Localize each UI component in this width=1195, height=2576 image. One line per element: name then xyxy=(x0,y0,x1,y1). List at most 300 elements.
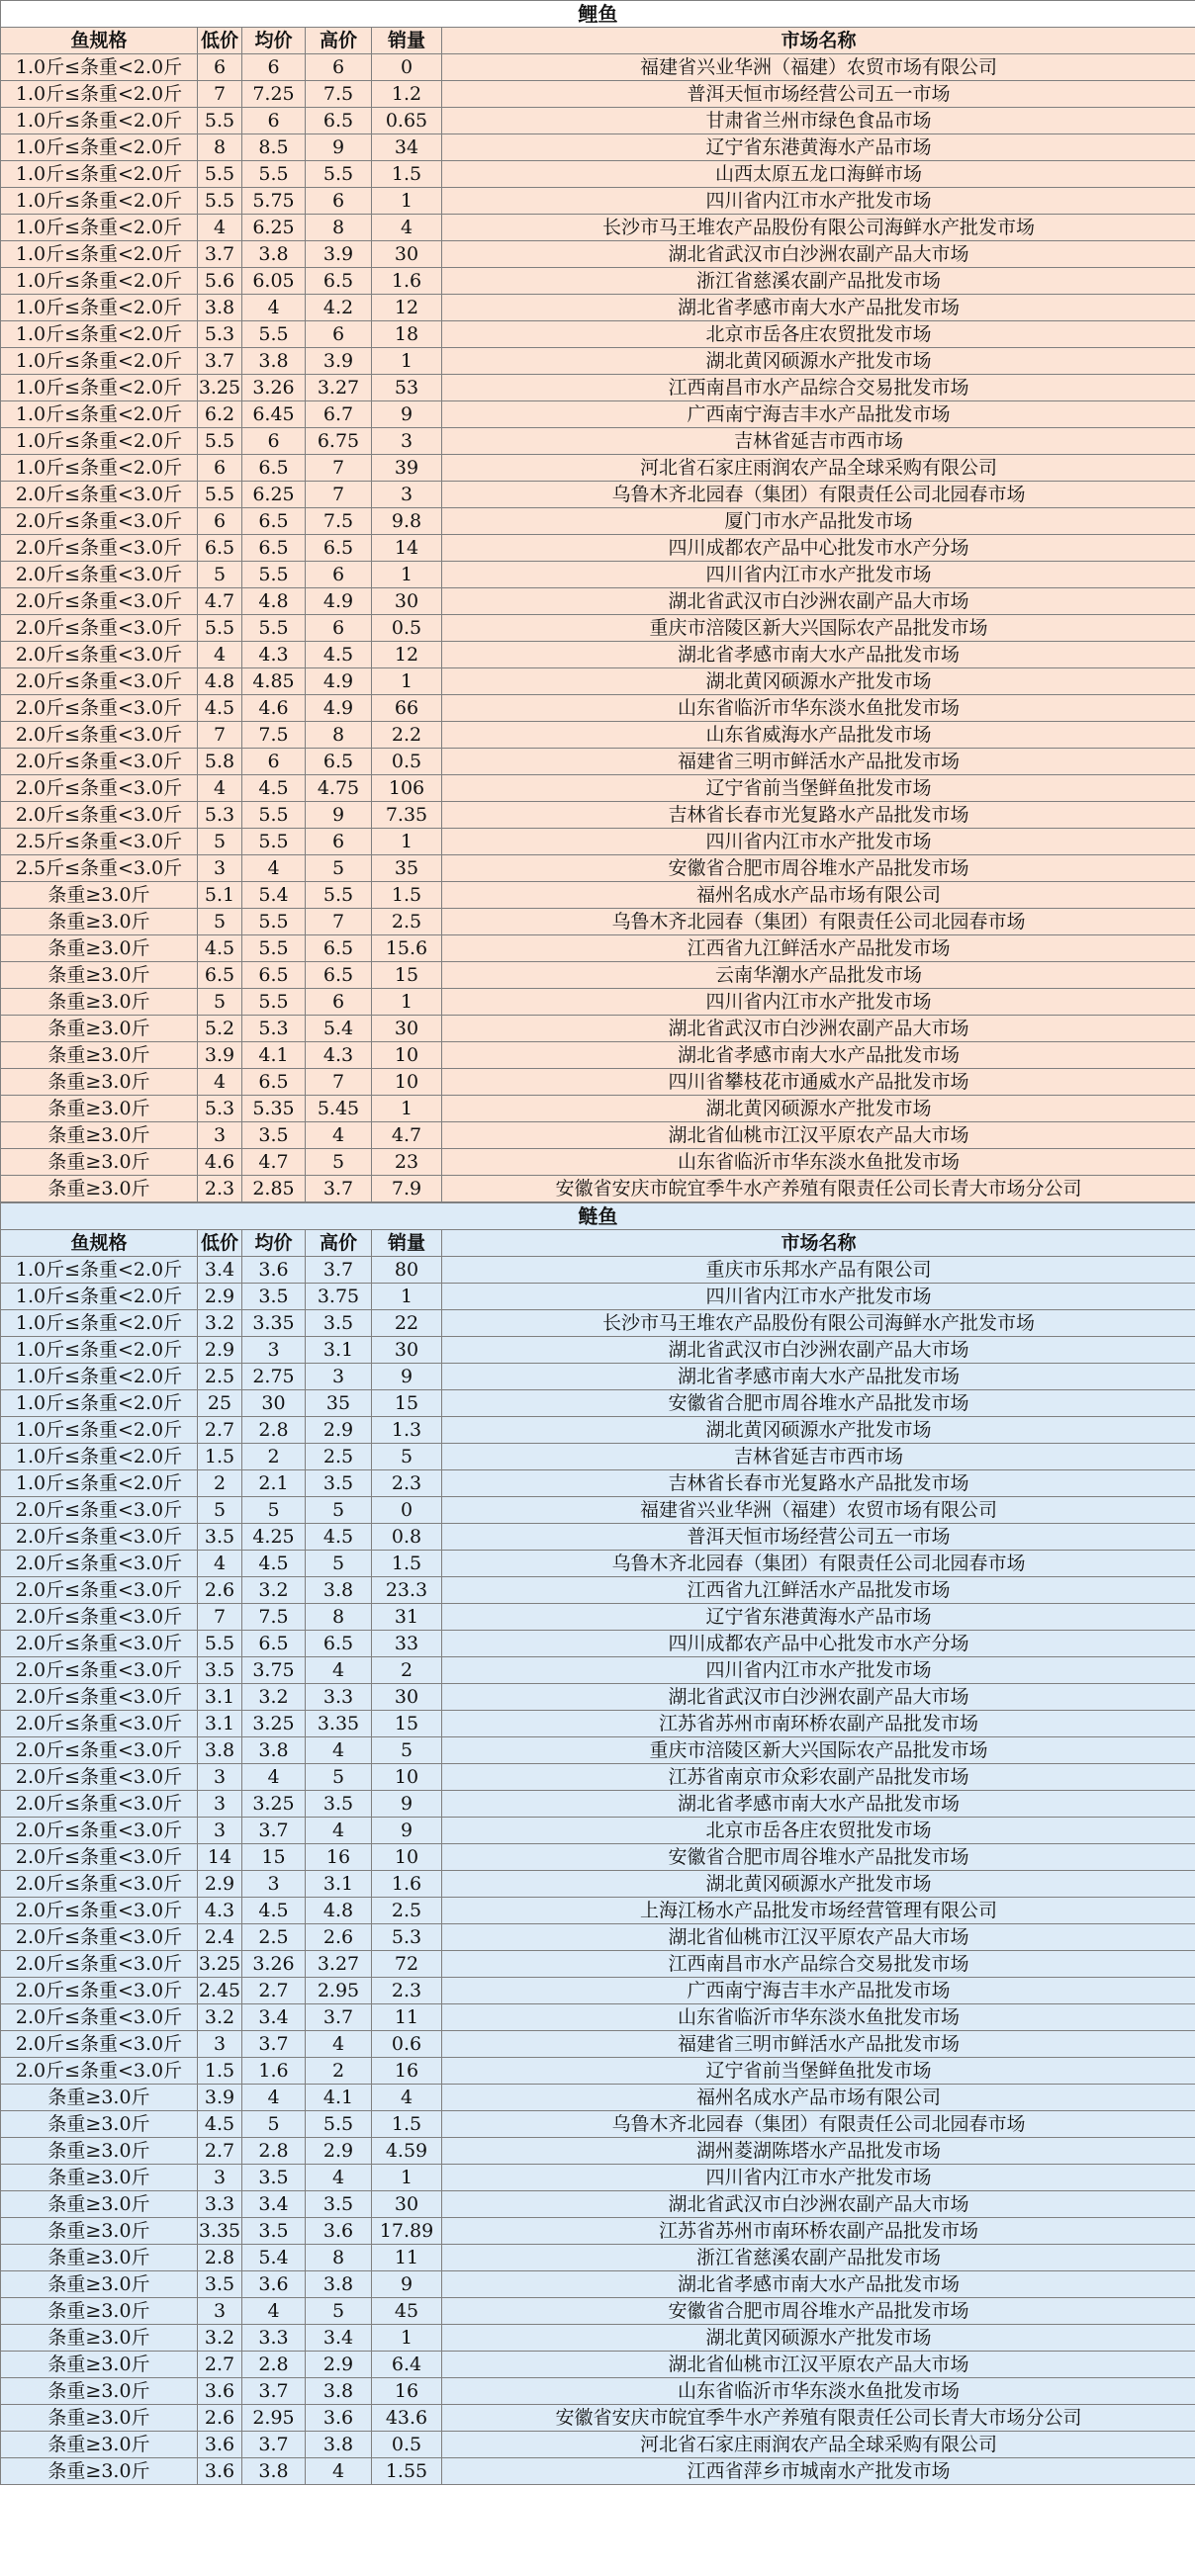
volume-cell: 2.5 xyxy=(372,909,442,935)
spec-cell: 1.0斤≤条重<2.0斤 xyxy=(1,321,198,348)
spec-cell: 2.0斤≤条重<3.0斤 xyxy=(1,1978,198,2004)
avg-price-cell: 15 xyxy=(242,1844,306,1871)
table-row xyxy=(1,2031,1195,2058)
spec-cell: 1.0斤≤条重<2.0斤 xyxy=(1,268,198,295)
market-name-cell: 湖北黄冈硕源水产批发市场 xyxy=(442,668,1195,695)
volume-cell: 14 xyxy=(372,535,442,562)
spec-cell: 1.0斤≤条重<2.0斤 xyxy=(1,428,198,455)
spec-cell: 2.0斤≤条重<3.0斤 xyxy=(1,1898,198,1924)
table-row xyxy=(1,1711,1195,1737)
high-price-cell: 4.3 xyxy=(306,1042,372,1069)
low-price-cell: 5.8 xyxy=(198,749,242,775)
low-price-cell: 5.5 xyxy=(198,482,242,508)
low-price-cell: 2.7 xyxy=(198,2352,242,2378)
table-row xyxy=(1,1284,1195,1310)
market-name-cell: 江西南昌市水产品综合交易批发市场 xyxy=(442,375,1195,401)
volume-cell: 1 xyxy=(372,1096,442,1122)
volume-cell: 1 xyxy=(372,829,442,855)
spec-cell: 1.0斤≤条重<2.0斤 xyxy=(1,54,198,81)
high-price-cell: 3.9 xyxy=(306,241,372,268)
market-name-cell: 江西南昌市水产品综合交易批发市场 xyxy=(442,1951,1195,1978)
avg-price-cell: 3.8 xyxy=(242,241,306,268)
table-row xyxy=(1,2138,1195,2165)
high-price-cell: 7 xyxy=(306,909,372,935)
spec-cell: 2.0斤≤条重<3.0斤 xyxy=(1,482,198,508)
avg-price-cell: 6.5 xyxy=(242,535,306,562)
volume-cell: 15 xyxy=(372,1390,442,1417)
spec-cell: 条重≥3.0斤 xyxy=(1,2138,198,2165)
market-name-cell: 河北省石家庄雨润农产品全球采购有限公司 xyxy=(442,455,1195,482)
market-name-cell: 重庆市乐邦水产品有限公司 xyxy=(442,1257,1195,1284)
low-price-cell: 6.5 xyxy=(198,535,242,562)
high-price-cell: 3.1 xyxy=(306,1337,372,1364)
low-price-cell: 3.1 xyxy=(198,1711,242,1737)
spec-cell: 2.0斤≤条重<3.0斤 xyxy=(1,562,198,588)
volume-cell: 15 xyxy=(372,962,442,989)
spec-cell: 条重≥3.0斤 xyxy=(1,909,198,935)
spec-cell: 2.0斤≤条重<3.0斤 xyxy=(1,1711,198,1737)
avg-price-cell: 5.5 xyxy=(242,829,306,855)
avg-price-cell: 2.85 xyxy=(242,1176,306,1202)
spec-cell: 条重≥3.0斤 xyxy=(1,2378,198,2405)
volume-cell: 34 xyxy=(372,134,442,161)
volume-cell: 72 xyxy=(372,1951,442,1978)
high-price-cell: 3.27 xyxy=(306,375,372,401)
volume-cell: 0.6 xyxy=(372,2031,442,2058)
high-price-cell: 2.6 xyxy=(306,1924,372,1951)
market-name-cell: 江西省九江鲜活水产品批发市场 xyxy=(442,1577,1195,1604)
volume-cell: 5 xyxy=(372,1737,442,1764)
table-row xyxy=(1,2191,1195,2218)
high-price-cell: 5.5 xyxy=(306,882,372,909)
volume-cell: 0 xyxy=(372,1497,442,1524)
volume-cell: 11 xyxy=(372,2004,442,2031)
high-price-cell: 3.1 xyxy=(306,1871,372,1898)
low-price-cell: 3.2 xyxy=(198,1310,242,1337)
market-name-cell: 湖北省武汉市白沙洲农副产品大市场 xyxy=(442,2191,1195,2218)
high-price-cell: 5 xyxy=(306,2298,372,2325)
high-price-cell: 6.7 xyxy=(306,401,372,428)
market-name-cell: 普洱天恒市场经营公司五一市场 xyxy=(442,81,1195,108)
volume-cell: 1 xyxy=(372,668,442,695)
column-header-volume: 销量 xyxy=(372,28,442,54)
high-price-cell: 3.7 xyxy=(306,1176,372,1202)
avg-price-cell: 3.8 xyxy=(242,2458,306,2485)
spec-cell: 2.0斤≤条重<3.0斤 xyxy=(1,535,198,562)
table-row xyxy=(1,2432,1195,2458)
volume-cell: 45 xyxy=(372,2298,442,2325)
volume-cell: 3 xyxy=(372,428,442,455)
spec-cell: 1.0斤≤条重<2.0斤 xyxy=(1,455,198,482)
spec-cell: 2.0斤≤条重<3.0斤 xyxy=(1,1524,198,1551)
low-price-cell: 3 xyxy=(198,2298,242,2325)
high-price-cell: 4.75 xyxy=(306,775,372,802)
table-row xyxy=(1,855,1195,882)
spec-cell: 2.0斤≤条重<3.0斤 xyxy=(1,1737,198,1764)
low-price-cell: 4.6 xyxy=(198,1149,242,1176)
low-price-cell: 2.7 xyxy=(198,2138,242,2165)
column-header-low: 低价 xyxy=(198,28,242,54)
low-price-cell: 5.5 xyxy=(198,108,242,134)
avg-price-cell: 4.3 xyxy=(242,642,306,668)
avg-price-cell: 2.8 xyxy=(242,2138,306,2165)
market-name-cell: 福建省兴业华洲（福建）农贸市场有限公司 xyxy=(442,1497,1195,1524)
market-name-cell: 辽宁省东港黄海水产品市场 xyxy=(442,1604,1195,1631)
avg-price-cell: 5.5 xyxy=(242,562,306,588)
table-row xyxy=(1,2352,1195,2378)
high-price-cell: 6.5 xyxy=(306,1631,372,1657)
low-price-cell: 6 xyxy=(198,508,242,535)
high-price-cell: 4.9 xyxy=(306,668,372,695)
high-price-cell: 2.9 xyxy=(306,1417,372,1444)
spec-cell: 1.0斤≤条重<2.0斤 xyxy=(1,348,198,375)
low-price-cell: 5.5 xyxy=(198,161,242,188)
table-row xyxy=(1,2058,1195,2085)
volume-cell: 1.5 xyxy=(372,161,442,188)
table-row xyxy=(1,1844,1195,1871)
high-price-cell: 4.9 xyxy=(306,588,372,615)
volume-cell: 1 xyxy=(372,348,442,375)
avg-price-cell: 3.8 xyxy=(242,348,306,375)
low-price-cell: 25 xyxy=(198,1390,242,1417)
avg-price-cell: 5.5 xyxy=(242,909,306,935)
spec-cell: 1.0斤≤条重<2.0斤 xyxy=(1,1390,198,1417)
low-price-cell: 3 xyxy=(198,1122,242,1149)
volume-cell: 16 xyxy=(372,2378,442,2405)
avg-price-cell: 4.7 xyxy=(242,1149,306,1176)
market-name-cell: 江苏省苏州市南环桥农副产品批发市场 xyxy=(442,2218,1195,2245)
market-name-cell: 湖北省孝感市南大水产品批发市场 xyxy=(442,1791,1195,1818)
table-row xyxy=(1,1818,1195,1844)
avg-price-cell: 3.35 xyxy=(242,1310,306,1337)
avg-price-cell: 3.7 xyxy=(242,1818,306,1844)
volume-cell: 43.6 xyxy=(372,2405,442,2432)
spec-cell: 1.0斤≤条重<2.0斤 xyxy=(1,81,198,108)
market-name-cell: 湖州菱湖陈塔水产品批发市场 xyxy=(442,2138,1195,2165)
market-name-cell: 安徽省合肥市周谷堆水产品批发市场 xyxy=(442,855,1195,882)
table-row xyxy=(1,455,1195,482)
volume-cell: 2.2 xyxy=(372,722,442,749)
low-price-cell: 5.3 xyxy=(198,1096,242,1122)
high-price-cell: 5 xyxy=(306,1764,372,1791)
table-row xyxy=(1,695,1195,722)
volume-cell: 1 xyxy=(372,989,442,1016)
low-price-cell: 2.8 xyxy=(198,2245,242,2271)
low-price-cell: 6.5 xyxy=(198,962,242,989)
high-price-cell: 2.5 xyxy=(306,1444,372,1470)
low-price-cell: 3.1 xyxy=(198,1684,242,1711)
market-name-cell: 山西太原五龙口海鲜市场 xyxy=(442,161,1195,188)
avg-price-cell: 3.26 xyxy=(242,1951,306,1978)
volume-cell: 1 xyxy=(372,1284,442,1310)
table-row xyxy=(1,1176,1195,1202)
market-name-cell: 广西南宁海吉丰水产品批发市场 xyxy=(442,401,1195,428)
spec-cell: 条重≥3.0斤 xyxy=(1,1069,198,1096)
low-price-cell: 3.8 xyxy=(198,1737,242,1764)
avg-price-cell: 4 xyxy=(242,295,306,321)
table-row xyxy=(1,722,1195,749)
high-price-cell: 3.35 xyxy=(306,1711,372,1737)
volume-cell: 0.8 xyxy=(372,1524,442,1551)
low-price-cell: 3 xyxy=(198,855,242,882)
high-price-cell: 8 xyxy=(306,1604,372,1631)
high-price-cell: 4 xyxy=(306,1122,372,1149)
volume-cell: 9 xyxy=(372,2271,442,2298)
high-price-cell: 9 xyxy=(306,134,372,161)
volume-cell: 12 xyxy=(372,295,442,321)
market-name-cell: 湖北省武汉市白沙洲农副产品大市场 xyxy=(442,241,1195,268)
table-row xyxy=(1,2298,1195,2325)
section-title: 鲢鱼 xyxy=(1,1203,1195,1230)
market-name-cell: 安徽省合肥市周谷堆水产品批发市场 xyxy=(442,2298,1195,2325)
avg-price-cell: 3.6 xyxy=(242,2271,306,2298)
market-name-cell: 四川省内江市水产批发市场 xyxy=(442,562,1195,588)
avg-price-cell: 6.5 xyxy=(242,1069,306,1096)
avg-price-cell: 3.5 xyxy=(242,1122,306,1149)
low-price-cell: 5.5 xyxy=(198,188,242,215)
table-row xyxy=(1,829,1195,855)
volume-cell: 12 xyxy=(372,642,442,668)
low-price-cell: 5 xyxy=(198,562,242,588)
low-price-cell: 2.45 xyxy=(198,1978,242,2004)
spec-cell: 条重≥3.0斤 xyxy=(1,1096,198,1122)
column-header-avg: 均价 xyxy=(242,28,306,54)
high-price-cell: 3.8 xyxy=(306,2378,372,2405)
high-price-cell: 8 xyxy=(306,722,372,749)
spec-cell: 1.0斤≤条重<2.0斤 xyxy=(1,1364,198,1390)
market-name-cell: 湖北黄冈硕源水产批发市场 xyxy=(442,1096,1195,1122)
low-price-cell: 5.2 xyxy=(198,1016,242,1042)
table-row xyxy=(1,1470,1195,1497)
table-row xyxy=(1,348,1195,375)
volume-cell: 1.6 xyxy=(372,268,442,295)
high-price-cell: 6 xyxy=(306,188,372,215)
table-row xyxy=(1,215,1195,241)
spec-cell: 条重≥3.0斤 xyxy=(1,2191,198,2218)
table-row xyxy=(1,295,1195,321)
spec-cell: 1.0斤≤条重<2.0斤 xyxy=(1,1444,198,1470)
high-price-cell: 2.95 xyxy=(306,1978,372,2004)
table-row xyxy=(1,588,1195,615)
market-name-cell: 江西省萍乡市城南水产批发市场 xyxy=(442,2458,1195,2485)
volume-cell: 15 xyxy=(372,1711,442,1737)
volume-cell: 106 xyxy=(372,775,442,802)
column-header-market: 市场名称 xyxy=(442,1230,1195,1257)
table-row xyxy=(1,1791,1195,1818)
market-name-cell: 辽宁省东港黄海水产品市场 xyxy=(442,134,1195,161)
low-price-cell: 1.5 xyxy=(198,1444,242,1470)
avg-price-cell: 3.2 xyxy=(242,1684,306,1711)
low-price-cell: 5 xyxy=(198,829,242,855)
volume-cell: 10 xyxy=(372,1042,442,1069)
volume-cell: 1 xyxy=(372,562,442,588)
spec-cell: 1.0斤≤条重<2.0斤 xyxy=(1,134,198,161)
spec-cell: 2.0斤≤条重<3.0斤 xyxy=(1,1871,198,1898)
low-price-cell: 3.6 xyxy=(198,2432,242,2458)
table-row xyxy=(1,2271,1195,2298)
market-name-cell: 福州名成水产品市场有限公司 xyxy=(442,882,1195,909)
low-price-cell: 3.3 xyxy=(198,2191,242,2218)
high-price-cell: 5.45 xyxy=(306,1096,372,1122)
avg-price-cell: 3.8 xyxy=(242,1737,306,1764)
avg-price-cell: 5.5 xyxy=(242,615,306,642)
table-row xyxy=(1,1096,1195,1122)
market-name-cell: 湖北黄冈硕源水产批发市场 xyxy=(442,2325,1195,2352)
volume-cell: 1.3 xyxy=(372,1417,442,1444)
spec-cell: 条重≥3.0斤 xyxy=(1,1042,198,1069)
avg-price-cell: 3 xyxy=(242,1337,306,1364)
avg-price-cell: 3.7 xyxy=(242,2378,306,2405)
avg-price-cell: 4.1 xyxy=(242,1042,306,1069)
avg-price-cell: 3.26 xyxy=(242,375,306,401)
avg-price-cell: 4 xyxy=(242,2298,306,2325)
table-row xyxy=(1,1042,1195,1069)
high-price-cell: 6.5 xyxy=(306,535,372,562)
table-row xyxy=(1,1310,1195,1337)
table-row xyxy=(1,802,1195,829)
volume-cell: 9 xyxy=(372,1364,442,1390)
table-row xyxy=(1,989,1195,1016)
table-row xyxy=(1,749,1195,775)
avg-price-cell: 6 xyxy=(242,749,306,775)
column-header-high: 高价 xyxy=(306,28,372,54)
volume-cell: 30 xyxy=(372,2191,442,2218)
avg-price-cell: 3.4 xyxy=(242,2004,306,2031)
volume-cell: 1 xyxy=(372,188,442,215)
avg-price-cell: 4.5 xyxy=(242,1898,306,1924)
market-name-cell: 湖北省武汉市白沙洲农副产品大市场 xyxy=(442,1684,1195,1711)
high-price-cell: 3.5 xyxy=(306,1470,372,1497)
low-price-cell: 5.3 xyxy=(198,802,242,829)
market-name-cell: 山东省临沂市华东淡水鱼批发市场 xyxy=(442,1149,1195,1176)
market-name-cell: 安徽省合肥市周谷堆水产品批发市场 xyxy=(442,1844,1195,1871)
spec-cell: 条重≥3.0斤 xyxy=(1,2458,198,2485)
market-name-cell: 山东省临沂市华东淡水鱼批发市场 xyxy=(442,695,1195,722)
volume-cell: 23 xyxy=(372,1149,442,1176)
volume-cell: 15.6 xyxy=(372,935,442,962)
table-row xyxy=(1,508,1195,535)
table-row xyxy=(1,1631,1195,1657)
avg-price-cell: 5.5 xyxy=(242,989,306,1016)
low-price-cell: 3.2 xyxy=(198,2004,242,2031)
high-price-cell: 6 xyxy=(306,615,372,642)
market-name-cell: 乌鲁木齐北园春（集团）有限责任公司北园春市场 xyxy=(442,2111,1195,2138)
high-price-cell: 4.9 xyxy=(306,695,372,722)
volume-cell: 0 xyxy=(372,54,442,81)
table-row xyxy=(1,2004,1195,2031)
table-row xyxy=(1,1978,1195,2004)
spec-cell: 2.0斤≤条重<3.0斤 xyxy=(1,1844,198,1871)
spec-cell: 1.0斤≤条重<2.0斤 xyxy=(1,295,198,321)
low-price-cell: 3.7 xyxy=(198,241,242,268)
table-row xyxy=(1,161,1195,188)
volume-cell: 30 xyxy=(372,1684,442,1711)
spec-cell: 2.0斤≤条重<3.0斤 xyxy=(1,695,198,722)
table-row xyxy=(1,241,1195,268)
column-header-spec: 鱼规格 xyxy=(1,28,198,54)
high-price-cell: 9 xyxy=(306,802,372,829)
spec-cell: 1.0斤≤条重<2.0斤 xyxy=(1,1310,198,1337)
avg-price-cell: 5.4 xyxy=(242,882,306,909)
avg-price-cell: 3.4 xyxy=(242,2191,306,2218)
high-price-cell: 3.7 xyxy=(306,2004,372,2031)
table-row xyxy=(1,108,1195,134)
avg-price-cell: 4 xyxy=(242,855,306,882)
high-price-cell: 3.3 xyxy=(306,1684,372,1711)
market-name-cell: 乌鲁木齐北园春（集团）有限责任公司北园春市场 xyxy=(442,909,1195,935)
table-row xyxy=(1,1364,1195,1390)
high-price-cell: 3.8 xyxy=(306,2432,372,2458)
avg-price-cell: 6.5 xyxy=(242,1631,306,1657)
spec-cell: 1.0斤≤条重<2.0斤 xyxy=(1,1417,198,1444)
silver-header-row xyxy=(1,1230,1195,1257)
spec-cell: 条重≥3.0斤 xyxy=(1,2271,198,2298)
volume-cell: 23.3 xyxy=(372,1577,442,1604)
spec-cell: 条重≥3.0斤 xyxy=(1,2405,198,2432)
table-row xyxy=(1,1417,1195,1444)
high-price-cell: 6.5 xyxy=(306,108,372,134)
low-price-cell: 3.6 xyxy=(198,2458,242,2485)
market-name-cell: 吉林省延吉市西市场 xyxy=(442,428,1195,455)
high-price-cell: 7.5 xyxy=(306,81,372,108)
avg-price-cell: 4.85 xyxy=(242,668,306,695)
avg-price-cell: 2.5 xyxy=(242,1924,306,1951)
volume-cell: 0.5 xyxy=(372,749,442,775)
avg-price-cell: 3.25 xyxy=(242,1711,306,1737)
low-price-cell: 3.5 xyxy=(198,1524,242,1551)
low-price-cell: 4.5 xyxy=(198,695,242,722)
market-name-cell: 江苏省苏州市南环桥农副产品批发市场 xyxy=(442,1711,1195,1737)
table-row xyxy=(1,2218,1195,2245)
table-row xyxy=(1,1684,1195,1711)
low-price-cell: 3.5 xyxy=(198,1657,242,1684)
avg-price-cell: 5.5 xyxy=(242,802,306,829)
spec-cell: 2.0斤≤条重<3.0斤 xyxy=(1,588,198,615)
spec-cell: 2.0斤≤条重<3.0斤 xyxy=(1,1604,198,1631)
volume-cell: 66 xyxy=(372,695,442,722)
low-price-cell: 3.9 xyxy=(198,1042,242,1069)
volume-cell: 2.3 xyxy=(372,1978,442,2004)
volume-cell: 80 xyxy=(372,1257,442,1284)
market-name-cell: 重庆市涪陵区新大兴国际农产品批发市场 xyxy=(442,615,1195,642)
avg-price-cell: 2.7 xyxy=(242,1978,306,2004)
high-price-cell: 6.5 xyxy=(306,268,372,295)
avg-price-cell: 5.75 xyxy=(242,188,306,215)
high-price-cell: 3.7 xyxy=(306,1257,372,1284)
spec-cell: 2.0斤≤条重<3.0斤 xyxy=(1,802,198,829)
high-price-cell: 3.9 xyxy=(306,348,372,375)
spec-cell: 2.0斤≤条重<3.0斤 xyxy=(1,775,198,802)
table-row xyxy=(1,1951,1195,1978)
low-price-cell: 4 xyxy=(198,1551,242,1577)
avg-price-cell: 5.3 xyxy=(242,1016,306,1042)
market-name-cell: 四川省内江市水产批发市场 xyxy=(442,989,1195,1016)
high-price-cell: 6 xyxy=(306,829,372,855)
avg-price-cell: 5.5 xyxy=(242,935,306,962)
volume-cell: 30 xyxy=(372,1337,442,1364)
avg-price-cell: 6.5 xyxy=(242,455,306,482)
high-price-cell: 4 xyxy=(306,2031,372,2058)
avg-price-cell: 6.05 xyxy=(242,268,306,295)
volume-cell: 5.3 xyxy=(372,1924,442,1951)
low-price-cell: 6.2 xyxy=(198,401,242,428)
volume-cell: 5 xyxy=(372,1444,442,1470)
avg-price-cell: 4 xyxy=(242,2085,306,2111)
volume-cell: 7.9 xyxy=(372,1176,442,1202)
spec-cell: 2.0斤≤条重<3.0斤 xyxy=(1,1657,198,1684)
low-price-cell: 5.5 xyxy=(198,1631,242,1657)
market-name-cell: 四川成都农产品中心批发市水产分场 xyxy=(442,1631,1195,1657)
